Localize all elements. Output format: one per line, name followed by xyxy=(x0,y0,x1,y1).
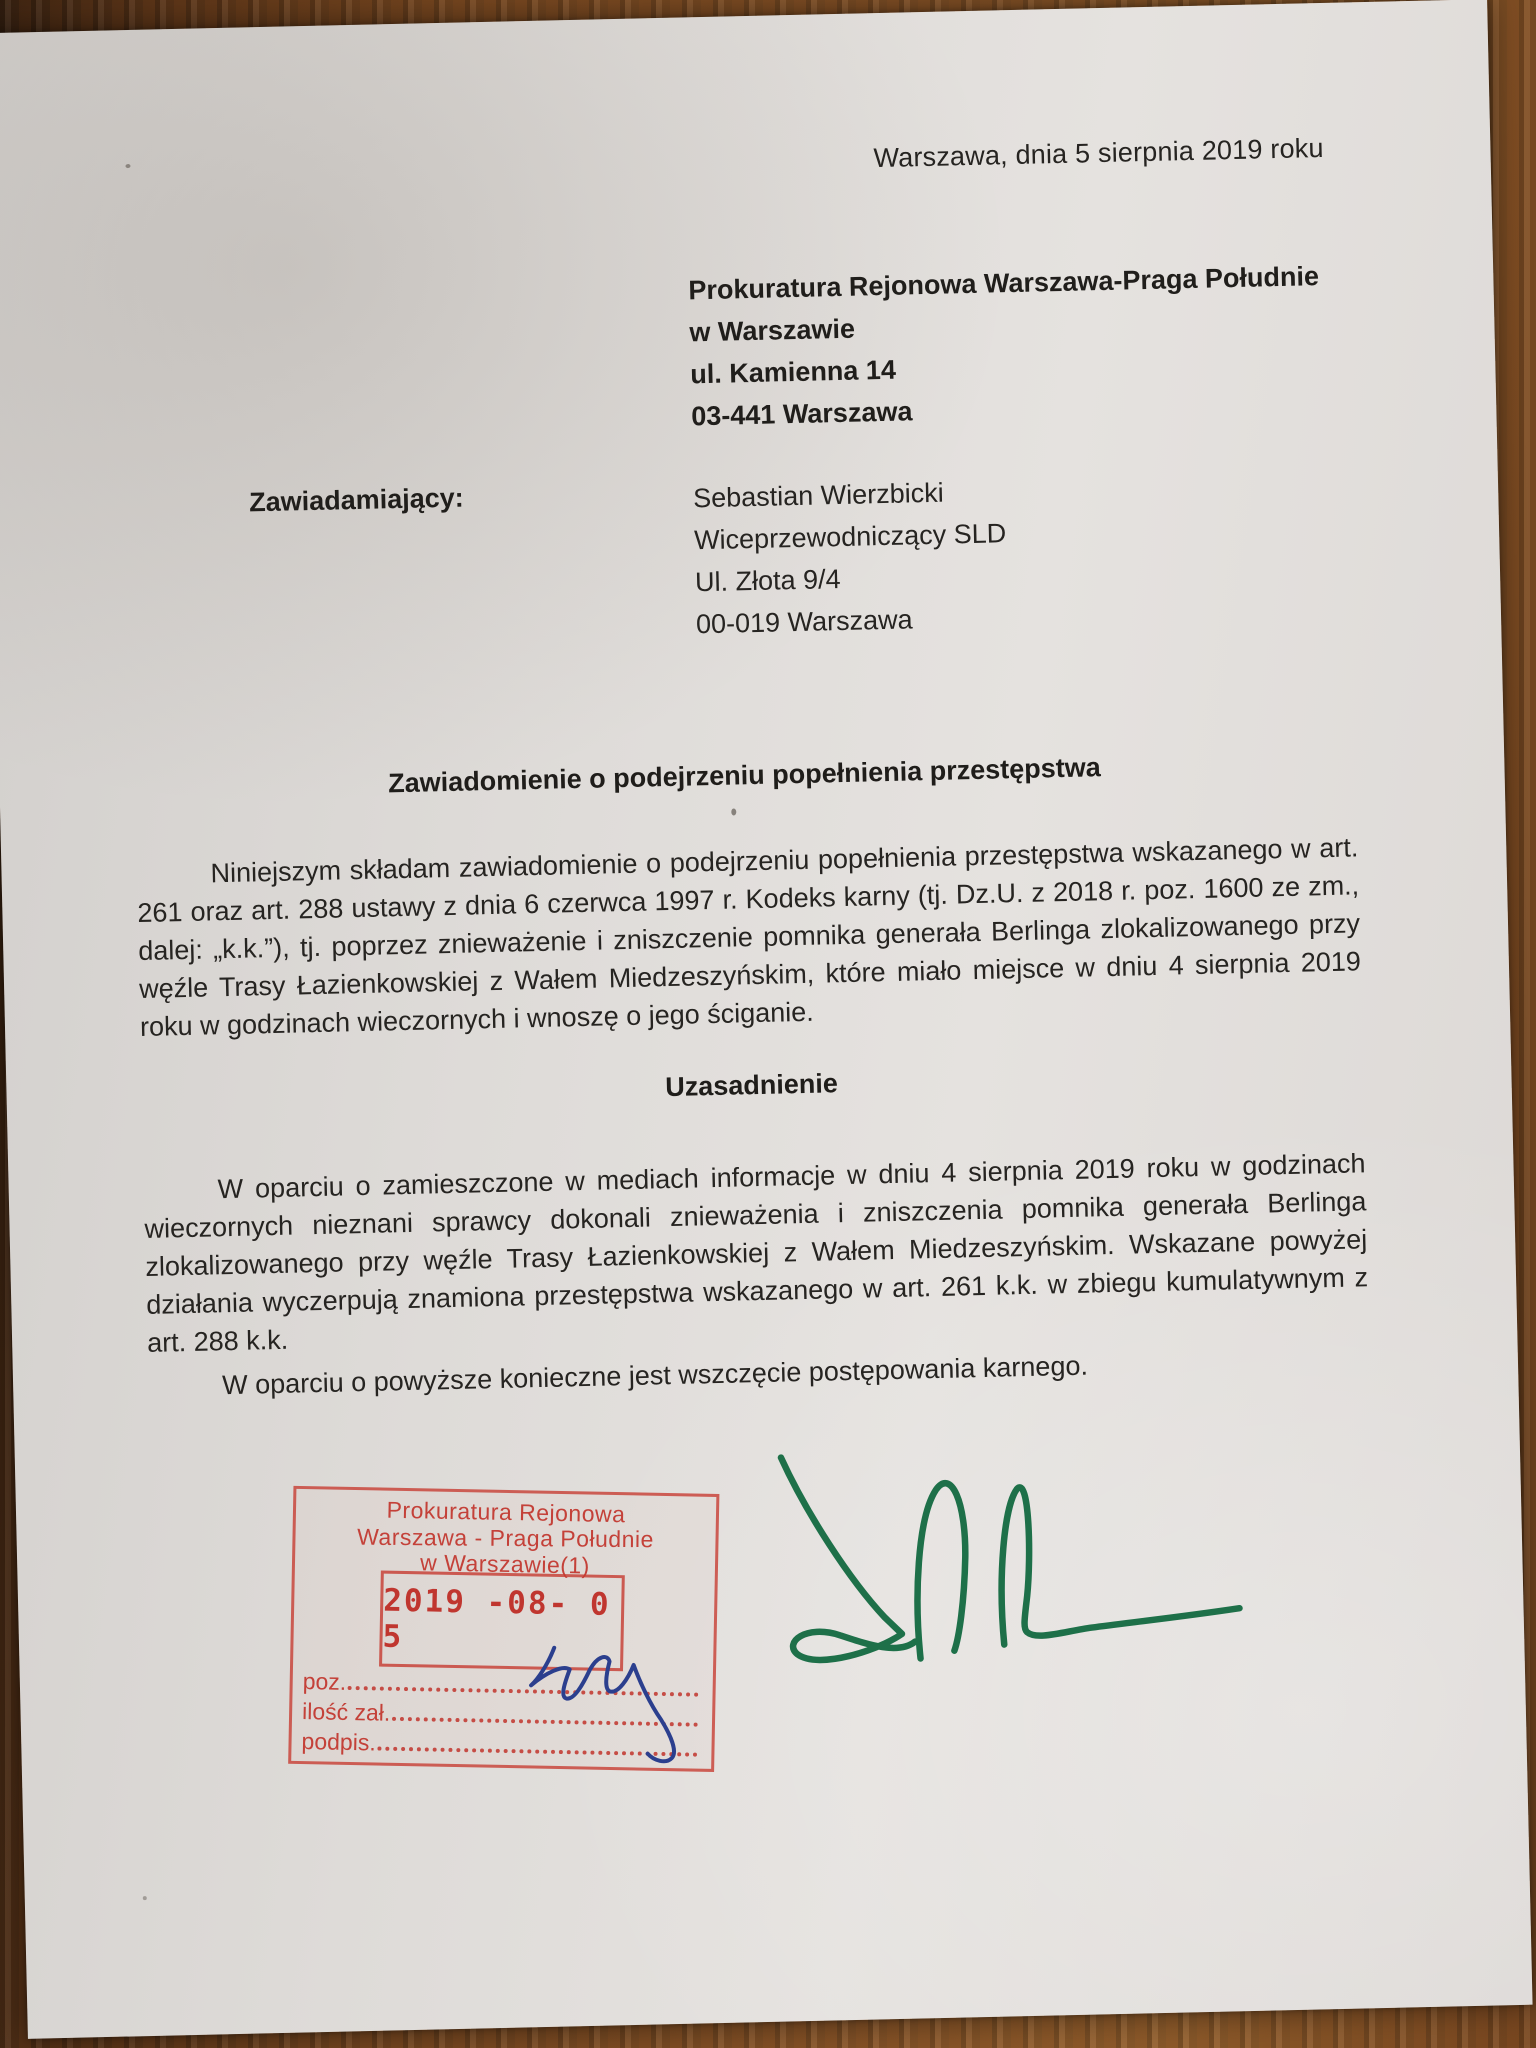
stamp-field-label: poz. xyxy=(302,1668,347,1695)
recipient-line: ul. Kamienna 14 xyxy=(690,354,897,390)
paper-speck xyxy=(143,1896,147,1900)
paper-speck xyxy=(731,808,736,815)
stamp-office-line: w Warszawie(1) xyxy=(419,1549,591,1579)
dotted-leader xyxy=(392,1717,698,1727)
stamp-date-box xyxy=(379,1571,625,1672)
recipient-address-block xyxy=(688,255,1322,437)
paragraph-1: Niniejszym składam zawiadomienie o podejrzeniu popełnienia przestępstwa wskazanego w art. 261 oraz art. 288 ustawy z dnia 6 czerwca 1997 r. Kodeks karny (tj. Dz.U. z 2018 r. poz. 1600 ze zm., dalej: „k.k.”), tj. poprzez znieważenie i zniszczenie pomnika generała Berlinga zlokalizowanego przy węźle Trasy Łazienkowskiej z Wałem Miedzeszyńskim, które miało miejsce w dniu 4 sierpnia 2019 roku w godzinach wieczornych i wnoszę o jego ściganie. xyxy=(137,832,1362,1043)
notifier-line: Wiceprzewodniczący SLD xyxy=(693,518,1007,556)
section-heading: Uzasadnienie xyxy=(664,1068,839,1103)
stamp-office-line: Prokuratura Rejonowa xyxy=(386,1496,626,1528)
paper-speck xyxy=(125,164,130,168)
document-title: Zawiadomienie o podejrzeniu popełnienia przestępstwa xyxy=(387,752,1102,799)
stamp-office-name xyxy=(295,1495,716,1581)
recipient-line: w Warszawie xyxy=(689,313,856,348)
stamp-office-line: Warszawa - Praga Południe xyxy=(357,1523,654,1553)
prosecutor-office-stamp xyxy=(288,1486,719,1772)
stamp-field-podpis xyxy=(301,1725,700,1763)
recipient-line: 03-441 Warszawa xyxy=(690,396,913,432)
notifier-line: Ul. Złota 9/4 xyxy=(694,564,841,598)
paragraph-3: W oparciu o powyższe konieczne jest wszczęcie postępowania karnego. xyxy=(221,1350,1089,1401)
notifier-label: Zawiadamiający: xyxy=(248,482,465,518)
notifier-line: 00-019 Warszawa xyxy=(695,604,913,640)
dotted-leader xyxy=(378,1747,698,1757)
recipient-line: Prokuratura Rejonowa Warszawa-Praga Południe xyxy=(688,261,1320,306)
date-line: Warszawa, dnia 5 sierpnia 2019 roku xyxy=(873,132,1324,174)
stamp-date: 2019 -08- 0 5 xyxy=(382,1582,611,1655)
stamp-fields xyxy=(301,1665,701,1763)
green-signature xyxy=(781,1447,1241,1661)
paragraph-2: W oparciu o zamieszczone w mediach informacje w dniu 4 sierpnia 2019 roku w godzinach wieczornych nieznani sprawcy dokonali znieważenia i zniszczenia pomnika generała Berlinga zlokalizowanego przy węźle Trasy Łazienkowskiej z Wałem Miedzeszyńskim. Wskazane powyżej działania wyczerpują znamiona przestępstwa wskazanego w art. 261 k.k. w zbiegu kumulatywnym z art. 288 k.k. xyxy=(144,1148,1369,1358)
notifier-line: Sebastian Wierzbicki xyxy=(692,477,945,514)
notifier-address-block xyxy=(693,470,1009,645)
stamp-field-label: ilość zał. xyxy=(301,1698,391,1726)
dotted-leader xyxy=(348,1686,699,1697)
stamp-field-label: podpis. xyxy=(301,1728,376,1756)
